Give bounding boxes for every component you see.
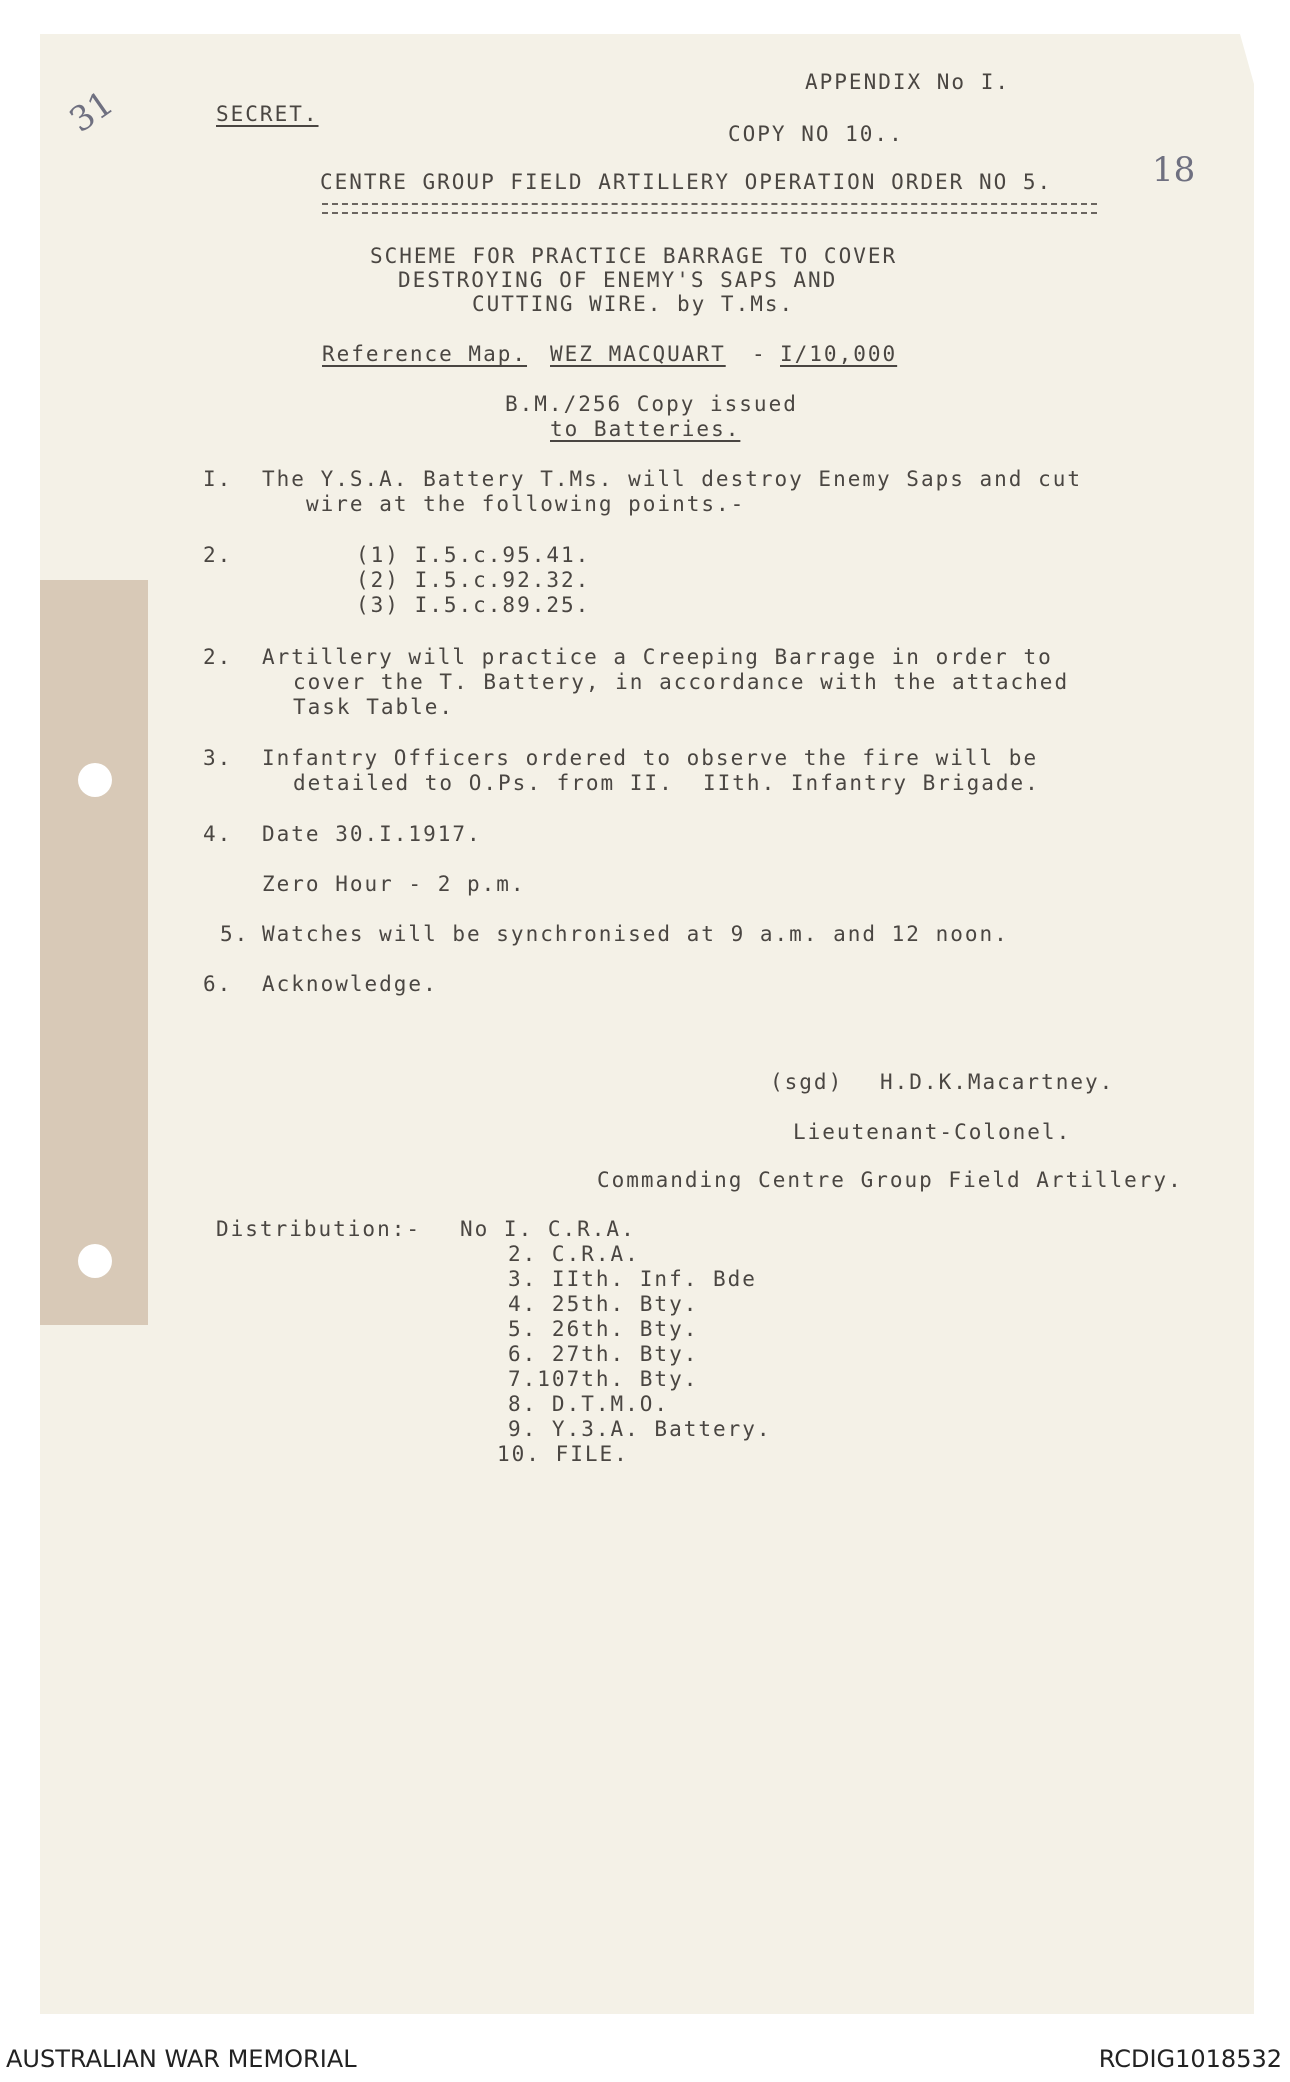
para-3-number: 3.	[203, 746, 233, 770]
reference-separator: -	[752, 342, 767, 366]
distribution-item: No I. C.R.A.	[460, 1217, 636, 1241]
distribution-item: 10. FILE.	[497, 1442, 629, 1466]
margin-strip	[40, 580, 148, 1325]
distribution-item: 4. 25th. Bty.	[508, 1292, 699, 1316]
para-1-line-2: wire at the following points.-	[306, 492, 746, 516]
document-page	[40, 34, 1254, 2014]
reference-map-name: WEZ MACQUART	[550, 342, 726, 366]
signature-role: Commanding Centre Group Field Artillery.	[597, 1168, 1183, 1192]
punch-hole-bottom	[78, 1244, 112, 1278]
order-title: CENTRE GROUP FIELD ARTILLERY OPERATION ORDER NO 5.	[320, 170, 1053, 194]
para-3-line-1: Infantry Officers ordered to observe the fire will be	[262, 746, 1039, 770]
footer-archive: AUSTRALIAN WAR MEMORIAL	[6, 2045, 357, 2073]
copy-number: COPY NO 10..	[728, 122, 904, 146]
distribution-item: 5. 26th. Bty.	[508, 1317, 699, 1341]
distribution-item: 6. 27th. Bty.	[508, 1342, 699, 1366]
para-6-number: 6.	[203, 972, 233, 996]
point-3: (3) I.5.c.89.25.	[356, 593, 591, 617]
scheme-line-3: CUTTING WIRE. by T.Ms.	[472, 292, 795, 316]
distribution-item: 8. D.T.M.O.	[508, 1392, 670, 1416]
scheme-line-1: SCHEME FOR PRACTICE BARRAGE TO COVER	[370, 244, 898, 268]
reference-map-label: Reference Map.	[322, 342, 528, 366]
para-2a-number: 2.	[203, 543, 233, 567]
date-line: Date 30.I.1917.	[262, 822, 482, 846]
punch-hole-top	[78, 763, 112, 797]
footer-identifier: RCDIG1018532	[1098, 2045, 1282, 2073]
distribution-item: 2. C.R.A.	[508, 1242, 640, 1266]
signature-rank: Lieutenant-Colonel.	[793, 1120, 1072, 1144]
secret-label: SECRET.	[216, 102, 319, 126]
signature-sgd: (sgd)	[770, 1070, 844, 1094]
para-5-line-1: Watches will be synchronised at 9 a.m. and 12 noon.	[262, 922, 1009, 946]
distribution-label: Distribution:-	[216, 1217, 422, 1241]
para-4-number: 4.	[203, 822, 233, 846]
title-rule-lower	[322, 212, 1097, 214]
folio-pencil-note: 31	[62, 83, 121, 141]
title-rule-upper	[322, 203, 1097, 205]
para-6-line-1: Acknowledge.	[262, 972, 438, 996]
bm-line-2: to Batteries.	[550, 417, 741, 441]
para-1-line-1: The Y.S.A. Battery T.Ms. will destroy Enemy Saps and cut	[262, 467, 1083, 491]
appendix-label: APPENDIX No I.	[805, 70, 1011, 94]
reference-scale: I/10,000	[780, 342, 898, 366]
para-2b-line-2: cover the T. Battery, in accordance with the attached	[293, 670, 1070, 694]
distribution-item: 7.107th. Bty.	[508, 1367, 699, 1391]
para-5-number: 5.	[220, 922, 250, 946]
para-2b-line-3: Task Table.	[293, 695, 455, 719]
scheme-line-2: DESTROYING OF ENEMY'S SAPS AND	[398, 268, 838, 292]
bm-line-1: B.M./256 Copy issued	[505, 392, 798, 416]
point-2: (2) I.5.c.92.32.	[356, 568, 591, 592]
para-1-number: I.	[203, 467, 233, 491]
para-2b-number: 2.	[203, 645, 233, 669]
distribution-item: 9. Y.3.A. Battery.	[508, 1417, 772, 1441]
para-3-line-2: detailed to O.Ps. from II. IIth. Infantry Brigade.	[293, 771, 1040, 795]
zero-hour-line: Zero Hour - 2 p.m.	[262, 872, 526, 896]
signature-name: H.D.K.Macartney.	[880, 1070, 1115, 1094]
para-2b-line-1: Artillery will practice a Creeping Barrage in order to	[262, 645, 1053, 669]
distribution-item: 3. IIth. Inf. Bde	[508, 1267, 757, 1291]
page-number-note: 18	[1152, 150, 1196, 190]
point-1: (1) I.5.c.95.41.	[356, 543, 591, 567]
